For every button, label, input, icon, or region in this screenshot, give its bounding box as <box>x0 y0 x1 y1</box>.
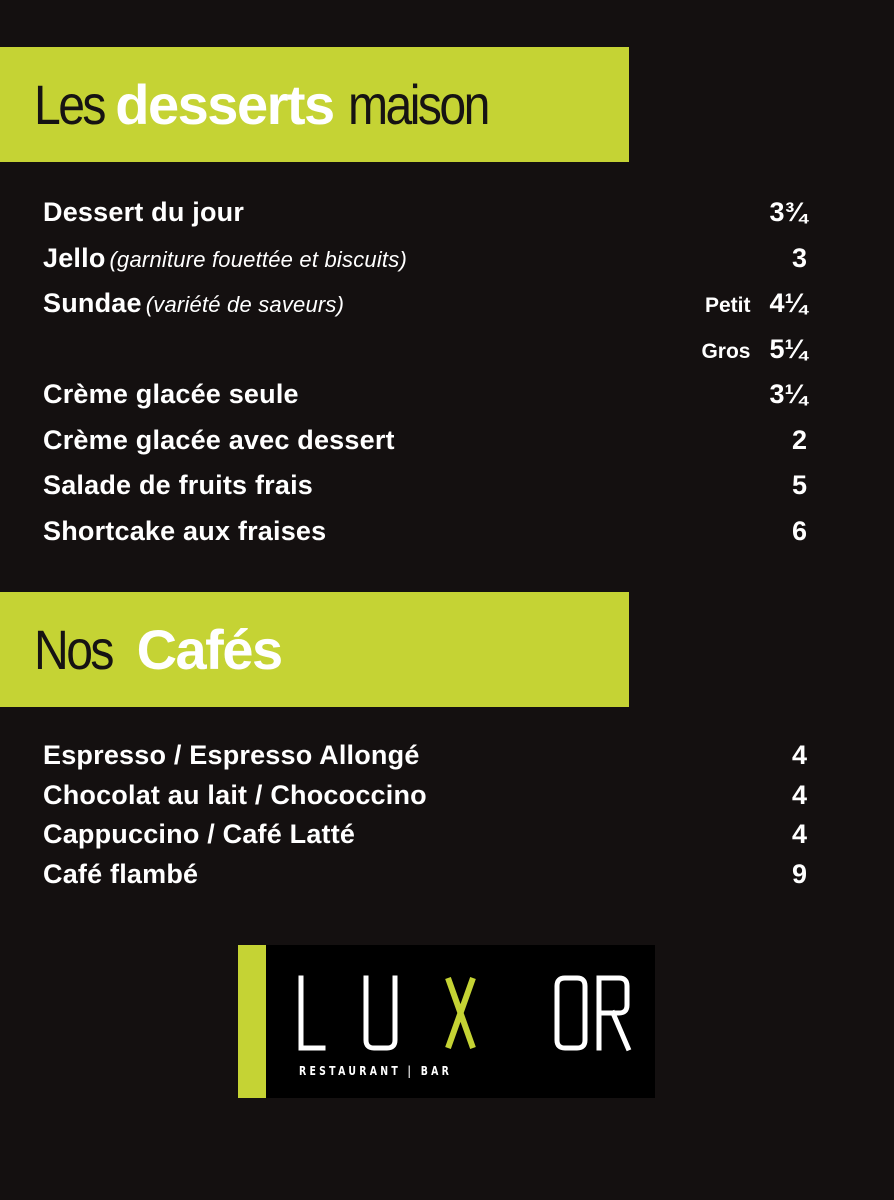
dessert-name: Shortcake aux fraises <box>43 515 327 546</box>
dessert-note: (variété de saveurs) <box>145 292 345 317</box>
cafe-price: 9 <box>791 858 807 889</box>
logo-letter-x <box>448 978 473 1048</box>
cafes-title-banner <box>0 592 629 707</box>
cafe-row <box>43 780 807 820</box>
dessert-row <box>43 470 807 516</box>
dessert-price-area <box>792 470 807 501</box>
luxor-logo <box>238 945 655 1098</box>
dessert-row <box>43 425 807 471</box>
dessert-name: Crème glacée seule <box>43 379 299 409</box>
dessert-price: 6 <box>791 515 807 546</box>
dessert-row <box>43 516 807 562</box>
cafe-name: Café flambé <box>43 858 199 889</box>
cafes-title-prefix: Nos <box>34 618 112 681</box>
dessert-price: 4¼ <box>769 288 807 318</box>
dessert-price: 3 <box>791 242 807 273</box>
cafe-price: 4 <box>791 740 807 770</box>
dessert-note: (garniture fouettée et biscuits) <box>109 246 407 272</box>
dessert-price-area <box>792 243 807 274</box>
cafe-row <box>43 819 807 859</box>
logo-letter-r <box>599 978 628 1048</box>
dessert-row <box>43 334 807 380</box>
dessert-row <box>43 288 807 334</box>
dessert-row <box>43 197 807 243</box>
desserts-title-suffix: maison <box>347 73 488 136</box>
cafe-price: 4 <box>791 779 807 810</box>
cafe-row <box>43 859 807 899</box>
logo-subtitle: RESTAURANT | BAR <box>299 1064 453 1078</box>
desserts-title-banner <box>0 47 629 162</box>
dessert-price: 3¾ <box>769 197 807 227</box>
dessert-row <box>43 379 807 425</box>
dessert-name <box>43 288 344 319</box>
dessert-name: Dessert du jour <box>43 197 245 227</box>
cafes-title-main: Cafés <box>136 618 282 681</box>
dessert-price-area <box>792 516 807 547</box>
cafe-name: Cappuccino / Café Latté <box>43 819 356 849</box>
logo-letter-u <box>366 978 395 1048</box>
dessert-price: 3¼ <box>769 379 807 409</box>
dessert-name: Crème glacée avec dessert <box>43 424 395 455</box>
cafe-price: 4 <box>791 819 807 849</box>
dessert-name: Salade de fruits frais <box>43 470 313 500</box>
cafe-row <box>43 740 807 780</box>
dessert-size-label: Petit <box>704 294 751 317</box>
desserts-title-main: desserts <box>115 73 334 136</box>
logo-letter-o <box>557 978 585 1048</box>
desserts-list <box>43 197 807 561</box>
dessert-price-area <box>792 425 807 456</box>
dessert-price-area <box>769 197 807 228</box>
dessert-price: 5 <box>791 470 807 500</box>
dessert-size-label: Gros <box>701 339 751 363</box>
dessert-row <box>43 243 807 289</box>
logo-letter-l <box>301 978 323 1048</box>
desserts-title-prefix: Les <box>34 73 104 136</box>
cafes-list <box>43 740 807 898</box>
cafe-name: Espresso / Espresso Allongé <box>43 740 420 770</box>
dessert-price-area <box>705 288 807 319</box>
dessert-price-area <box>769 379 807 410</box>
dessert-price-area <box>701 334 807 365</box>
dessert-name-text: Sundae <box>43 288 142 318</box>
dessert-price: 5¼ <box>769 333 807 364</box>
dessert-name-text: Jello <box>43 242 106 273</box>
dessert-price: 2 <box>791 424 807 455</box>
dessert-name <box>43 243 407 274</box>
cafe-name: Chocolat au lait / Chococcino <box>43 779 427 810</box>
